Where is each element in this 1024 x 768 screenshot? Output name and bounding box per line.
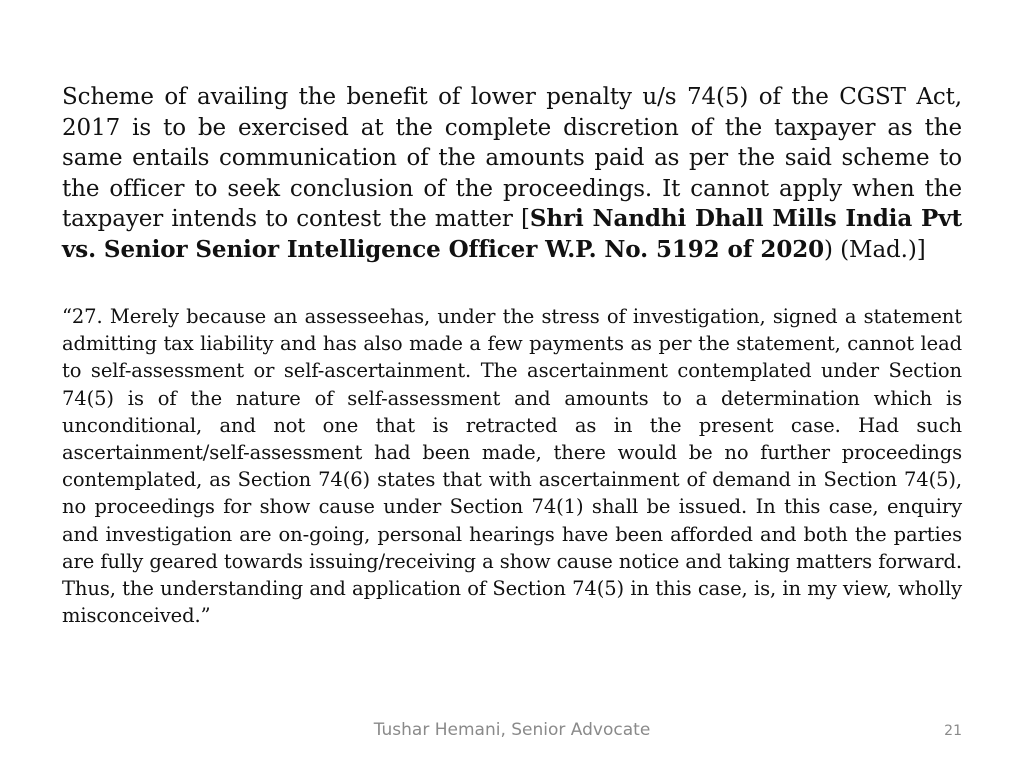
main-paragraph: [62, 82, 962, 266]
footer-author: Tushar Hemani, Senior Advocate: [373, 720, 651, 740]
main-paragraph-suffix: ) (Mad.)]: [824, 236, 926, 263]
case-citation: Shri Nandhi Dhall Mills India Pvt vs. Senior Senior Intelligence Officer W.P. No. 5192 of 2020: [62, 205, 962, 263]
quoted-judgment-paragraph: “27. Merely because an assesseehas, under the stress of investigation, signed a statement admitting tax liability and has also made a few payments as per the statement, cannot lead to self-assessment or self-ascertainment. The ascertainment contemplated under Section 74(5) is of the nature of self-assessment and amounts to a determination which is unconditional, and not one that is retracted as in the present case. Had such ascertainment/self-assessment had been made, there would be no further proceedings contemplated, as Section 74(6) states that with ascertainment of demand in Section 74(5), no proceedings for show cause under Section 74(1) shall be issued. In this case, enquiry and investigation are on-going, personal hearings have been afforded and both the parties are fully geared towards issuing/receiving a show cause notice and taking matters forward. Thus, the understanding and application of Section 74(5) in this case, is, in my view, wholly misconceived.”: [62, 305, 962, 628]
main-paragraph-text: Scheme of availing the benefit of lower penalty u/s 74(5) of the CGST Act, 2017 is to be exercised at the complete discretion of the taxpayer as the same entails communication of the amounts paid as per the said scheme to the officer to seek conclusion of the proceedings. It cannot apply when the taxpayer intends to contest the matter [: [62, 84, 962, 233]
page-number: 21: [944, 723, 962, 739]
